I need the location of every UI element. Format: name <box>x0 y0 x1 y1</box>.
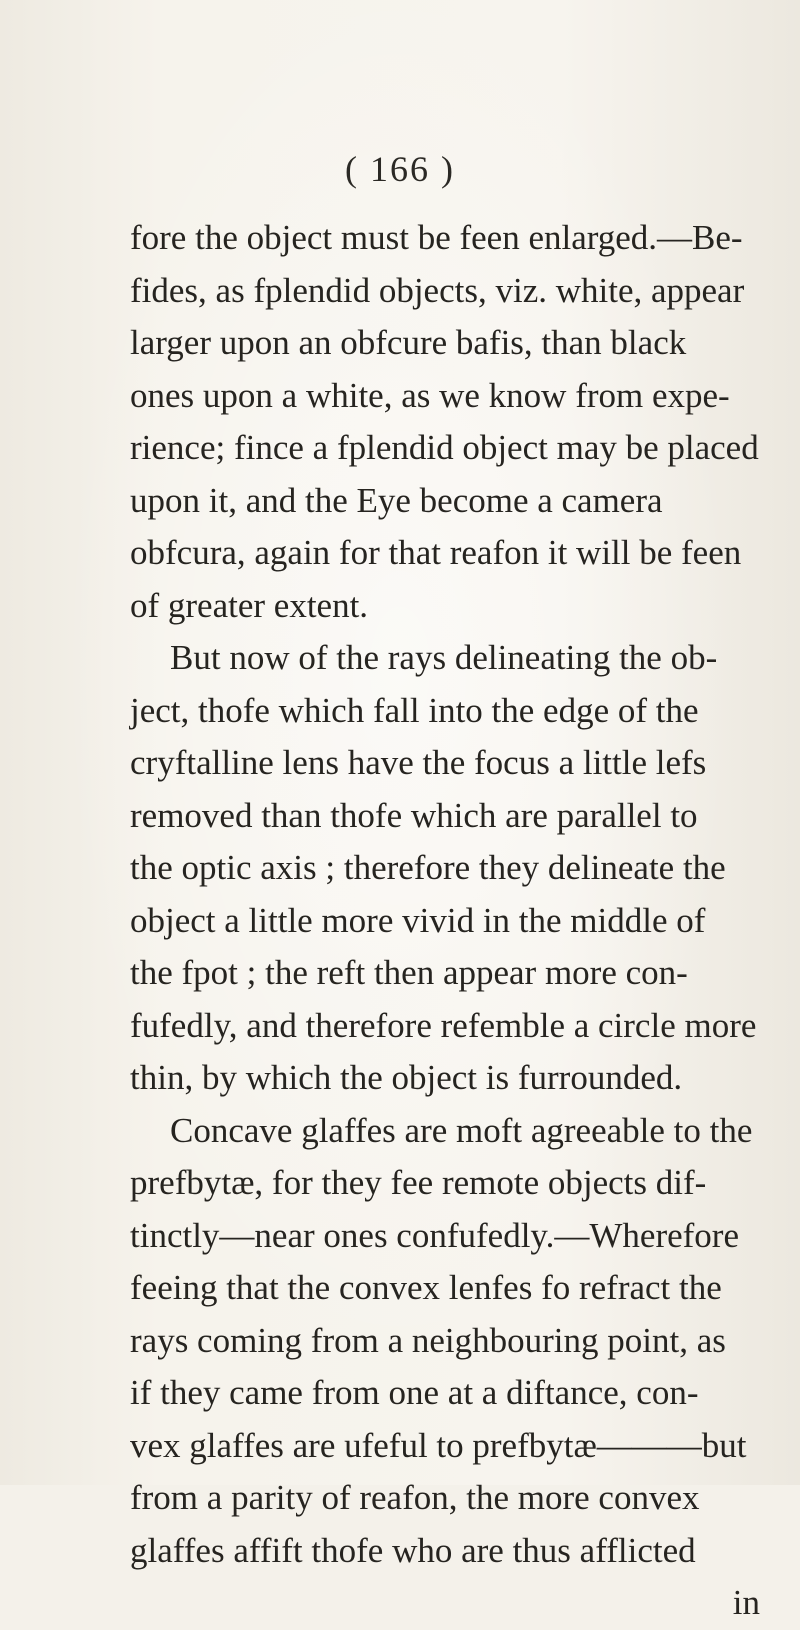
text-line: fore the object must be feen enlarged.—Be- <box>130 218 743 257</box>
text-line: removed than thofe which are parallel to <box>130 795 698 835</box>
text-line: glaffes affift thofe who are thus afflicted <box>130 1530 696 1570</box>
text-line: thin, by which the object is furrounded. <box>130 1058 683 1097</box>
text-line: feeing that the convex lenfes fo refract the <box>130 1268 722 1307</box>
text-line: rays coming from a neighbouring point, as <box>130 1320 726 1360</box>
text-line: ject, thofe which fall into the edge of the <box>130 690 699 730</box>
page-number: ( 166 ) <box>345 149 455 189</box>
text-line: prefbytæ, for they fee remote objects dif- <box>130 1163 707 1202</box>
text-line: vex glaffes are ufeful to prefbytæ———but <box>130 1425 747 1465</box>
text-line: obfcura, again for that reafon it will be feen <box>130 533 742 572</box>
paragraph-start-line: Concave glaffes are moft agreeable to the <box>170 1110 753 1150</box>
text-line: if they came from one at a diftance, con- <box>130 1373 699 1412</box>
text-line: object a little more vivid in the middle of <box>130 900 706 940</box>
text-line: the fpot ; the reft then appear more con- <box>130 953 688 992</box>
text-line: from a parity of reafon, the more convex <box>130 1478 700 1517</box>
paragraph-start-line: But now of the rays delineating the ob- <box>170 638 718 677</box>
catchword: in <box>732 1583 760 1622</box>
text-line: larger upon an obfcure bafis, than black <box>130 323 687 362</box>
text-line: ones upon a white, as we know from expe- <box>130 375 730 415</box>
body-text <box>130 212 790 1630</box>
text-line: of greater extent. <box>130 585 369 625</box>
text-line: fufedly, and therefore refemble a circle more <box>130 1005 757 1045</box>
text-line: rience; fince a fplendid object may be placed <box>130 428 759 467</box>
text-line: upon it, and the Eye become a camera <box>130 480 663 520</box>
text-line: tinctly—near ones confufedly.—Wherefore <box>130 1215 739 1255</box>
text-line: cryftalline lens have the focus a little lefs <box>130 743 707 782</box>
text-line: the optic axis ; therefore they delineate the <box>130 848 726 887</box>
text-line: fides, as fplendid objects, viz. white, appear <box>130 270 745 310</box>
